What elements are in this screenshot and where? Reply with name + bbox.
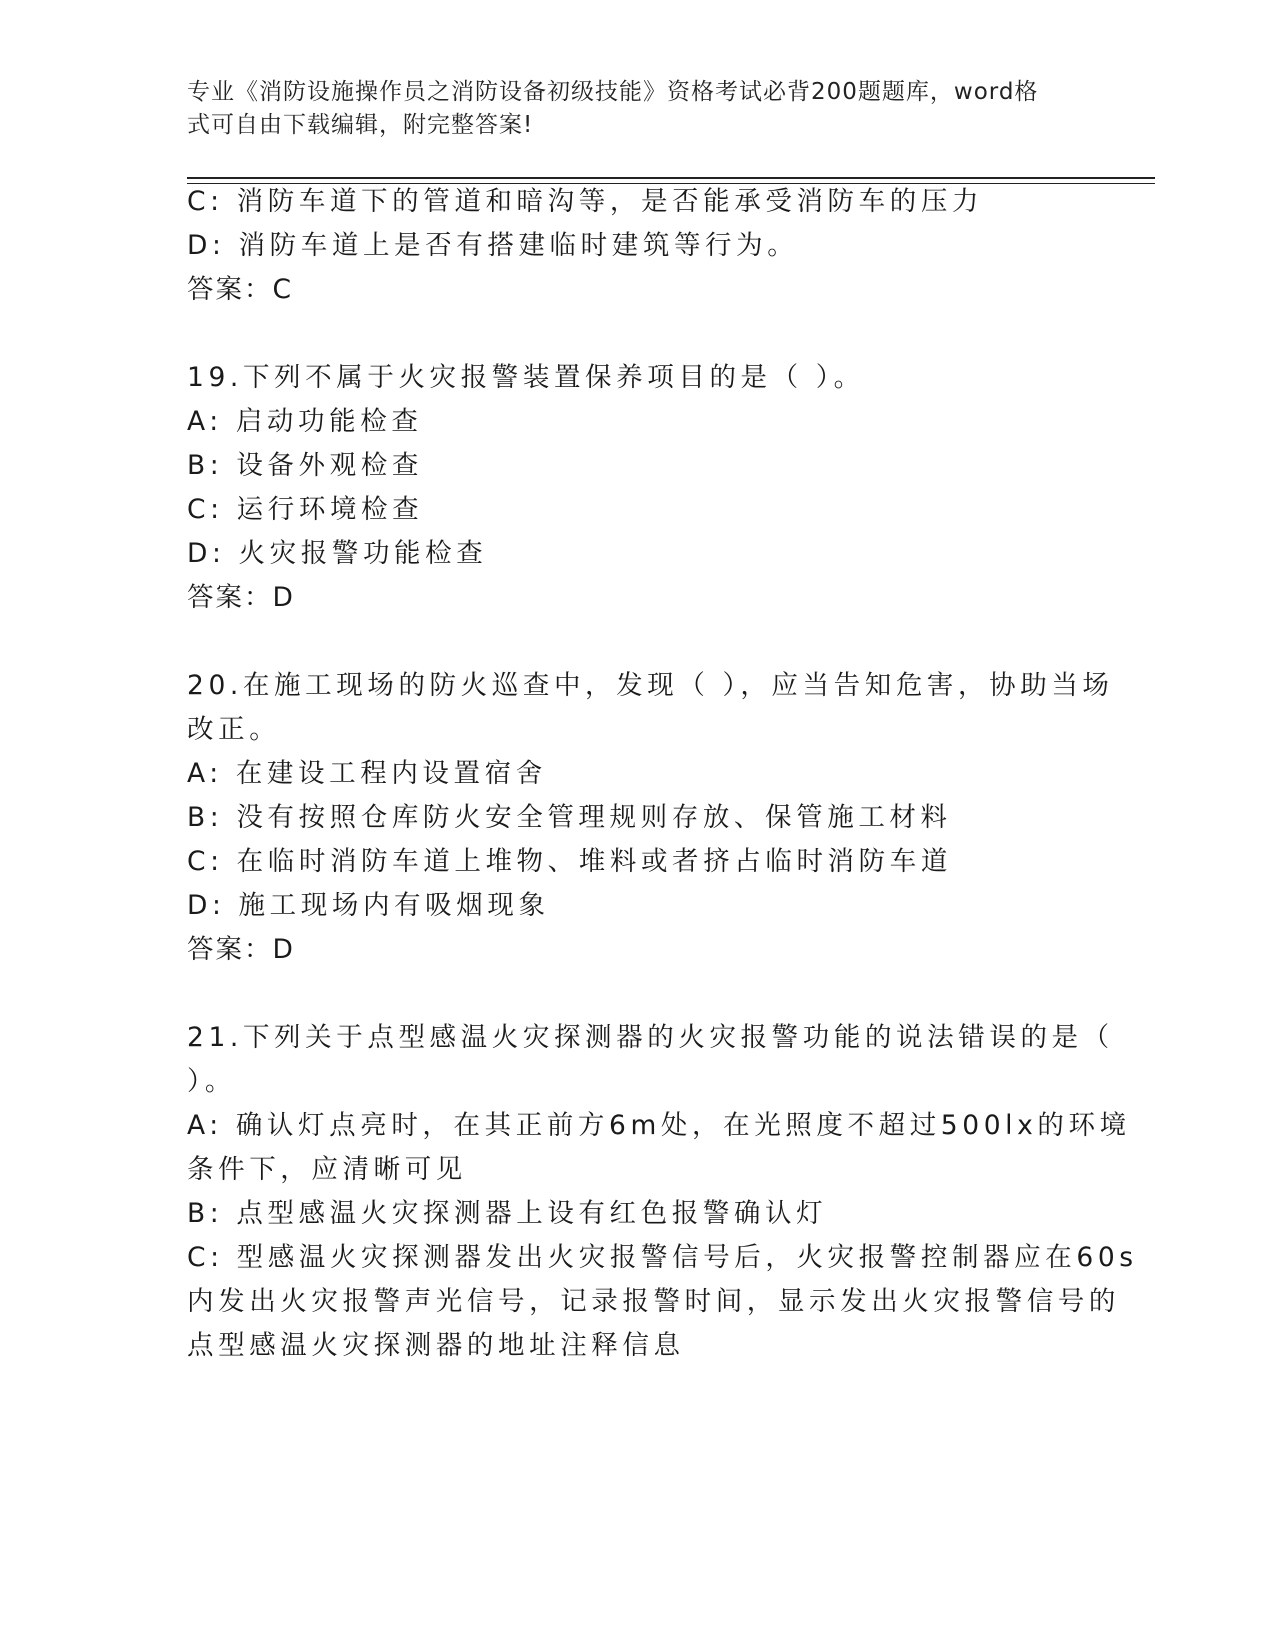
q21-question-line-1: 21.下列关于点型感温火灾探测器的火灾报警功能的说法错误的是（ (187, 1022, 1114, 1053)
q19-option-a: A: 启动功能检查 (187, 406, 423, 437)
q20-answer: 答案：D (187, 934, 295, 965)
q19-answer: 答案：D (187, 582, 295, 613)
q20-question-line-1: 20.在施工现场的防火巡查中，发现（ ），应当告知危害，协助当场 (187, 670, 1114, 701)
q19-option-d: D: 火灾报警功能检查 (187, 538, 488, 569)
q20-option-a: A: 在建设工程内设置宿舍 (187, 758, 547, 789)
q18-option-d: D: 消防车道上是否有搭建临时建筑等行为。 (187, 230, 799, 261)
q20-question-line-2: 改正。 (187, 714, 281, 745)
q20-option-c: C: 在临时消防车道上堆物、堆料或者挤占临时消防车道 (187, 846, 952, 877)
q19-option-c: C: 运行环境检查 (187, 494, 424, 525)
header-line-1: 专业《消防设施操作员之消防设备初级技能》资格考试必背200题题库，word格 (187, 79, 1039, 105)
q18-option-c: C: 消防车道下的管道和暗沟等，是否能承受消防车的压力 (187, 186, 984, 217)
q21-option-c-line-1: C: 型感温火灾探测器发出火灾报警信号后，火灾报警控制器应在60s (187, 1242, 1138, 1273)
q19-option-b: B: 设备外观检查 (187, 450, 423, 481)
q20-option-d: D: 施工现场内有吸烟现象 (187, 890, 550, 921)
header-rule-thin (187, 183, 1155, 184)
q21-option-b: B: 点型感温火灾探测器上设有红色报警确认灯 (187, 1198, 828, 1229)
q21-question-line-2: ）。 (187, 1066, 236, 1097)
q19-question: 19.下列不属于火灾报警装置保养项目的是（ ）。 (187, 362, 865, 393)
header-line-2: 式可自由下载编辑，附完整答案! (187, 112, 534, 138)
header-rule-thick (187, 177, 1155, 179)
q20-option-b: B: 没有按照仓库防火安全管理规则存放、保管施工材料 (187, 802, 952, 833)
q21-option-c-line-2: 内发出火灾报警声光信号，记录报警时间，显示发出火灾报警信号的 (187, 1286, 1120, 1317)
q21-option-c-line-3: 点型感温火灾探测器的地址注释信息 (187, 1330, 685, 1361)
page-header (187, 76, 1067, 142)
q21-option-a-line-2: 条件下，应清晰可见 (187, 1154, 467, 1185)
q18-answer: 答案：C (187, 274, 294, 305)
q21-option-a-line-1: A: 确认灯点亮时，在其正前方6m处，在光照度不超过500lx的环境 (187, 1110, 1131, 1141)
